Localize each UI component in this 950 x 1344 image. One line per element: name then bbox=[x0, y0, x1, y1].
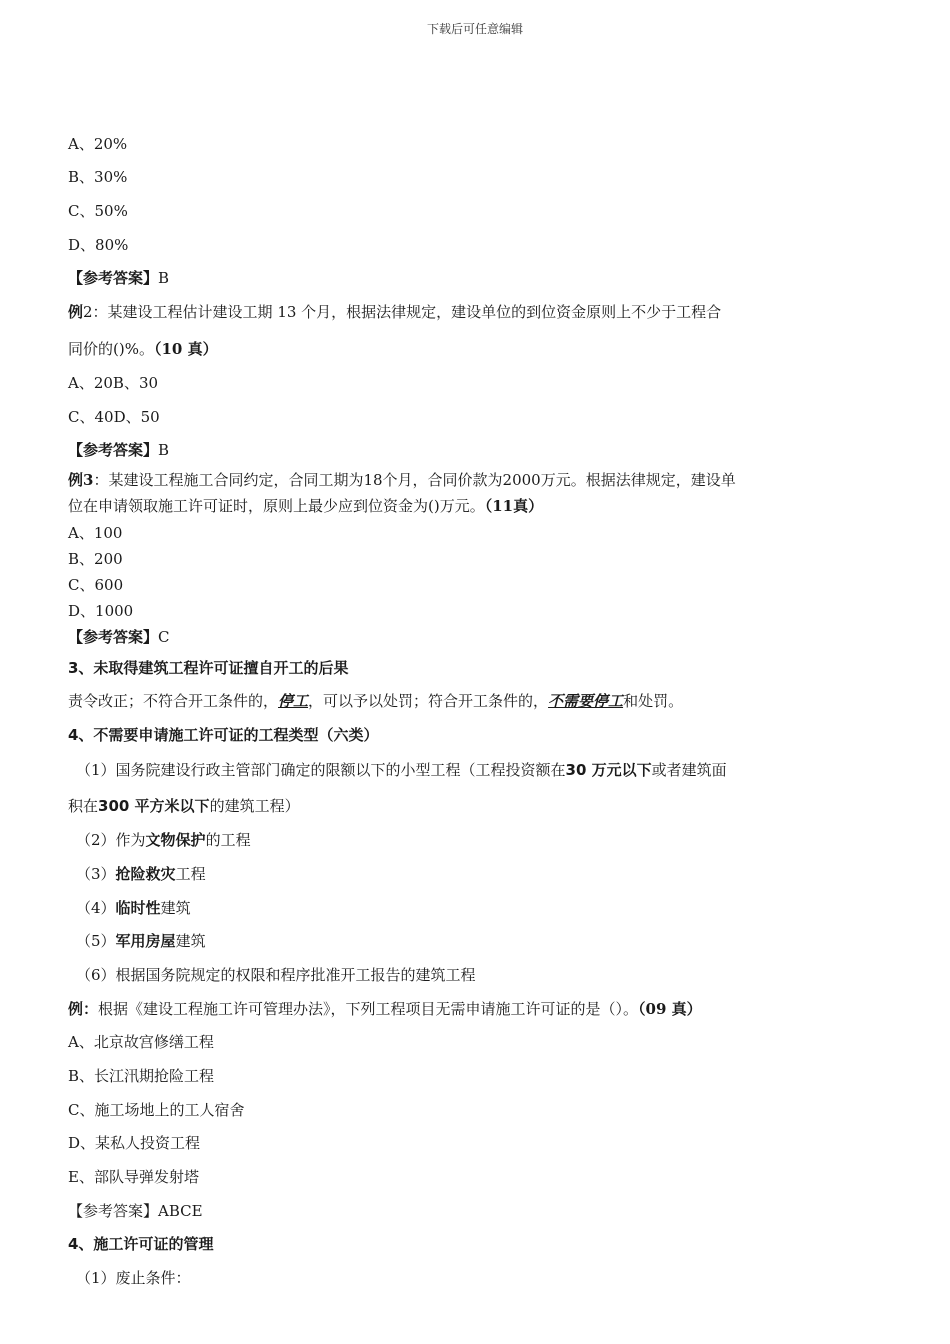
answer-line bbox=[68, 267, 169, 288]
answer-line bbox=[68, 626, 170, 647]
list-item-4: （4）临时性建筑 bbox=[76, 899, 191, 917]
option-a: A、20% bbox=[68, 135, 128, 153]
list-item-6: （6）根据国务院规定的权限和程序批准开工报告的建筑工程 bbox=[76, 966, 476, 984]
option-d: D、某私人投资工程 bbox=[68, 1134, 201, 1152]
list-item-3: （3）抢险救灾工程 bbox=[76, 865, 206, 883]
answer-label: 【参考答案】 bbox=[68, 1202, 159, 1220]
option-b: B、200 bbox=[68, 550, 123, 568]
answer-value: B bbox=[158, 441, 170, 459]
option-b: B、长江汛期抢险工程 bbox=[68, 1067, 215, 1085]
example-3-line-1: 例3：某建设工程施工合同约定，合同工期为18个月，合同价款为2000万元。根据法律规定，建设单 bbox=[68, 471, 736, 489]
answer-line bbox=[68, 439, 169, 460]
example-label: 例： bbox=[68, 1000, 99, 1018]
option-d: D、80% bbox=[68, 236, 129, 254]
section-3-heading: 3、未取得建筑工程许可证擅自开工的后果 bbox=[68, 659, 349, 677]
option-cd: C、40D、50 bbox=[68, 408, 160, 426]
list-item-1: （1）废止条件： bbox=[76, 1269, 191, 1287]
option-e: E、部队导弹发射塔 bbox=[68, 1168, 199, 1186]
answer-label: 【参考答案】 bbox=[68, 441, 159, 459]
answer-line bbox=[68, 1200, 203, 1221]
option-c: C、600 bbox=[68, 576, 124, 594]
answer-label: 【参考答案】 bbox=[68, 269, 159, 287]
example-3-line-2: 位在申请领取施工许可证时，原则上最少应到位资金为()万元。（11真） bbox=[68, 497, 544, 515]
example-2-line-1: 例2：某建设工程估计建设工期 13 个月，根据法律规定，建设单位的到位资金原则上不少于工程合 bbox=[68, 303, 722, 321]
section-permit-management-heading: 4、施工许可证的管理 bbox=[68, 1235, 214, 1253]
option-c: C、50% bbox=[68, 202, 128, 220]
exam-source: （11真） bbox=[484, 497, 544, 515]
answer-value: B bbox=[158, 269, 170, 287]
list-item-5: （5）军用房屋建筑 bbox=[76, 932, 206, 950]
emphasis-no-stop: 不需要停工 bbox=[548, 692, 624, 710]
emphasis-stop-work: 停工 bbox=[278, 692, 309, 710]
page-header: 下载后可任意编辑 bbox=[426, 22, 523, 36]
exam-source: （10 真） bbox=[153, 340, 218, 358]
option-ab: A、20B、30 bbox=[68, 374, 159, 392]
example-2-line-2: 同价的()%。（10 真） bbox=[68, 340, 218, 358]
exam-source: （09 真） bbox=[638, 1000, 702, 1018]
answer-value: ABCE bbox=[158, 1202, 203, 1220]
list-item-2: （2）作为文物保护的工程 bbox=[76, 831, 251, 849]
option-a: A、北京故宫修缮工程 bbox=[68, 1033, 214, 1051]
option-d: D、1000 bbox=[68, 602, 134, 620]
section-4-heading: 4、不需要申请施工许可证的工程类型（六类） bbox=[68, 726, 379, 744]
example-4-line: 例：根据《建设工程施工许可管理办法》，下列工程项目无需申请施工许可证的是（）。（09 真） bbox=[68, 1000, 702, 1018]
answer-value: C bbox=[158, 628, 170, 646]
option-a: A、100 bbox=[68, 524, 123, 542]
option-b: B、30% bbox=[68, 168, 128, 186]
list-item-1: （1）国务院建设行政主管部门确定的限额以下的小型工程（工程投资额在30 万元以下或者建筑面 bbox=[76, 761, 727, 779]
option-c: C、施工场地上的工人宿舍 bbox=[68, 1101, 245, 1119]
list-item-1-cont: 积在300 平方米以下的建筑工程） bbox=[68, 797, 300, 815]
answer-label: 【参考答案】 bbox=[68, 628, 159, 646]
section-3-paragraph: 责令改正；不符合开工条件的，停工，可以予以处罚；符合开工条件的，不需要停工和处罚。 bbox=[68, 692, 684, 710]
example-label: 例3 bbox=[68, 471, 94, 489]
example-label: 例 bbox=[68, 303, 84, 321]
